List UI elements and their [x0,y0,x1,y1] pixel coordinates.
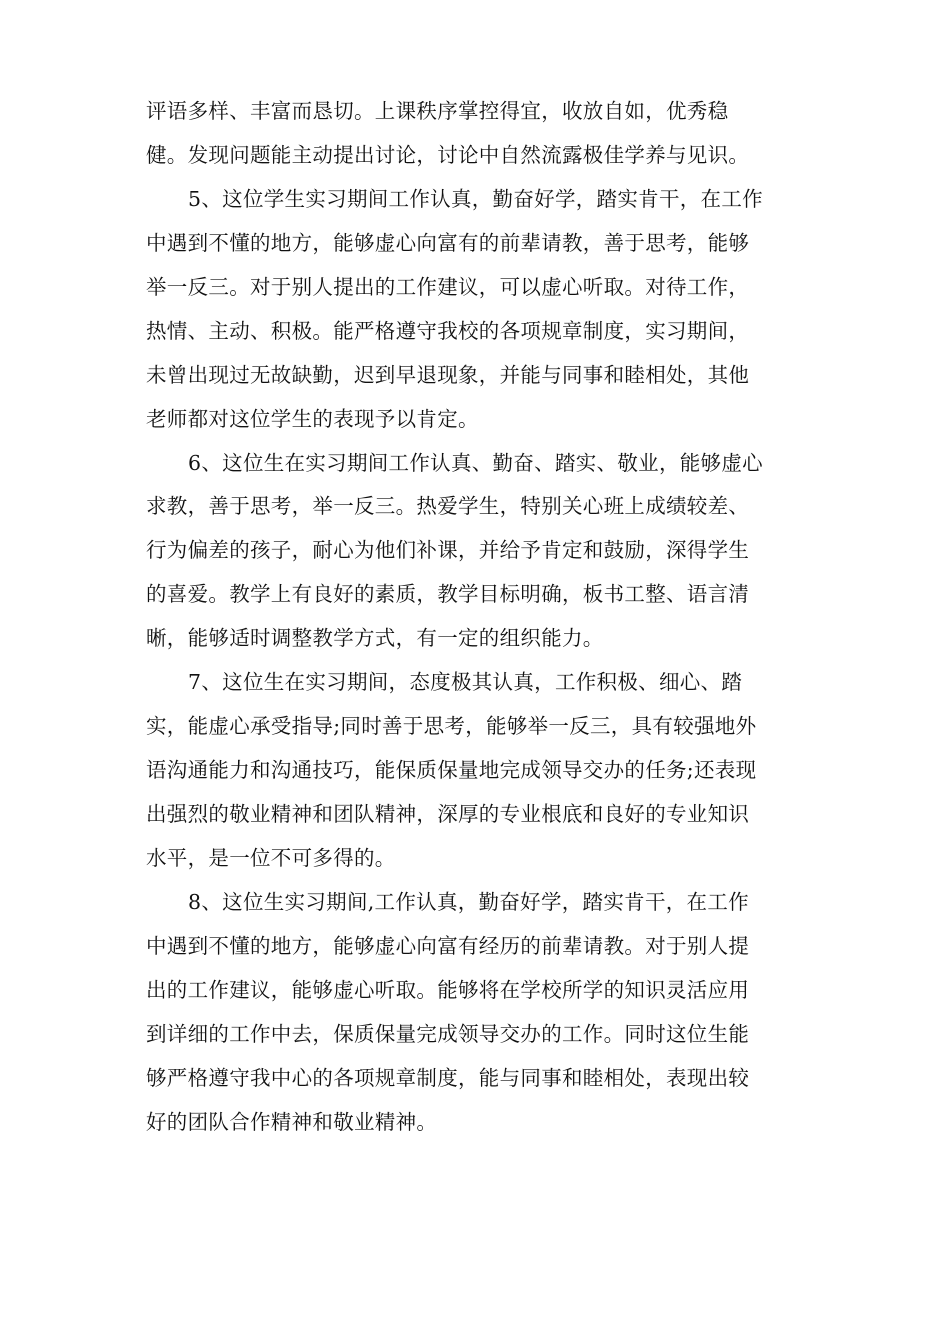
text-line: 7、这位生在实习期间，态度极其认真，工作积极、细心、踏 [188,670,743,695]
text-line: 够严格遵守我中心的各项规章制度，能与同事和睦相处，表现出较 [146,1065,750,1090]
text-line: 8、这位生实习期间,工作认真，勤奋好学，踏实肯干，在工作 [188,889,749,914]
text-line: 评语多样、丰富而恳切。上课秩序掌控得宜，收放自如，优秀稳 [146,99,729,123]
text-line: 的喜爱。教学上有良好的素质，教学目标明确，板书工整、语言清 [146,582,750,607]
text-line: 中遇到不懂的地方，能够虚心向富有的前辈请教，善于思考，能够 [146,230,750,255]
text-line: 热情、主动、积极。能严格遵守我校的各项规章制度，实习期间， [146,318,750,343]
text-line: 老师都对这位学生的表现予以肯定。 [146,406,479,431]
text-line: 6、这位生在实习期间工作认真、勤奋、踏实、敬业，能够虚心 [188,450,763,475]
text-line: 实，能虚心承受指导;同时善于思考，能够举一反三，具有较强地外 [146,714,757,739]
text-line: 举一反三。对于别人提出的工作建议，可以虚心听取。对待工作， [146,274,750,299]
text-line: 未曾出现过无故缺勤，迟到早退现象，并能与同事和睦相处，其他 [146,362,750,387]
text-line: 求教，善于思考，举一反三。热爱学生，特别关心班上成绩较差、 [146,494,750,519]
text-line: 中遇到不懂的地方，能够虚心向富有经历的前辈请教。对于别人提 [146,933,750,958]
document-body [146,90,816,1145]
paragraph-5 [146,178,816,442]
text-line: 5、这位学生实习期间工作认真，勤奋好学，踏实肯干，在工作 [188,186,763,211]
paragraph-7 [146,661,816,881]
text-line: 到详细的工作中去，保质保量完成领导交办的工作。同时这位生能 [146,1021,750,1046]
text-line: 语沟通能力和沟通技巧，能保质保量地完成领导交办的任务;还表现 [146,758,757,783]
text-line: 出强烈的敬业精神和团队精神，深厚的专业根底和良好的专业知识 [146,802,750,826]
paragraph-continuation [146,90,816,178]
text-line: 晰，能够适时调整教学方式，有一定的组织能力。 [146,626,604,651]
paragraph-8 [146,881,816,1145]
text-line: 健。发现问题能主动提出讨论，讨论中自然流露极佳学养与见识。 [146,142,750,167]
text-line: 水平，是一位不可多得的。 [146,845,396,870]
text-line: 好的团队合作精神和敬业精神。 [146,1109,438,1134]
paragraph-6 [146,442,816,662]
text-line: 行为偏差的孩子，耐心为他们补课，并给予肯定和鼓励，深得学生 [146,538,750,563]
text-line: 出的工作建议，能够虚心听取。能够将在学校所学的知识灵活应用 [146,977,750,1002]
